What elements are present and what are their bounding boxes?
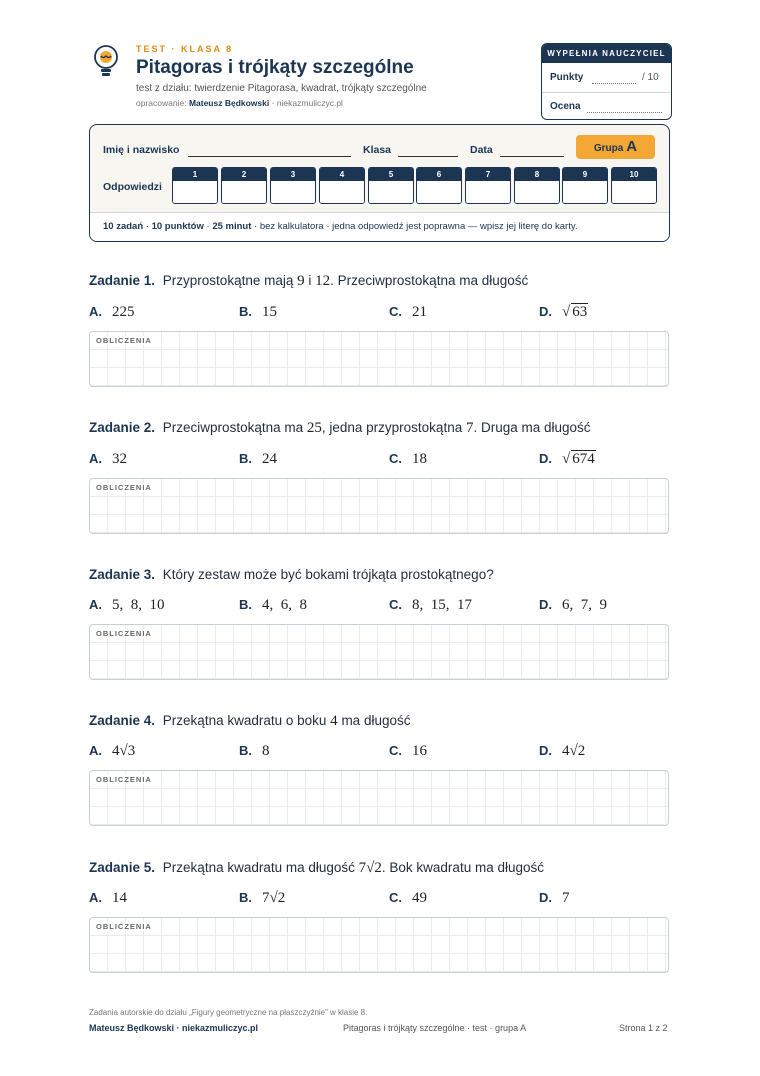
- task-4-option-d: [539, 742, 585, 760]
- answer-box-9[interactable]: [562, 167, 608, 204]
- radicand: 63: [572, 304, 588, 320]
- author-line: [136, 98, 343, 108]
- answer-box-5[interactable]: [368, 167, 414, 204]
- option-letter: D.: [539, 304, 552, 319]
- page-subtitle: test z działu: twierdzenie Pitagorasa, kwadrat, trójkąty szczególne: [136, 83, 427, 94]
- radicand: 2: [577, 743, 586, 759]
- math-value: 4: [330, 713, 338, 729]
- task-number: Zadanie 5.: [89, 860, 156, 875]
- question-text: Przekątna kwadratu o boku: [162, 713, 327, 728]
- math-value: 9: [297, 273, 305, 289]
- answer-number: 2: [222, 168, 266, 181]
- date-field[interactable]: [500, 156, 564, 157]
- option-value: 49: [412, 890, 427, 906]
- page-number: Strona 1 z 2: [619, 1023, 668, 1033]
- answer-number: 4: [320, 168, 364, 181]
- answer-slot[interactable]: [320, 181, 364, 203]
- question-text: Przyprostokątne mają: [162, 273, 294, 288]
- option-value: 8, 15, 17: [412, 597, 472, 613]
- info-rest: · bez kalkulatora · jedna odpowiedź jest poprawna — wpisz jej literę do karty.: [254, 221, 578, 232]
- answer-slot[interactable]: [222, 181, 266, 203]
- option-value: 7: [562, 890, 570, 906]
- test-tag: TEST · KLASA 8: [136, 44, 234, 54]
- option-value: 8: [262, 743, 270, 759]
- group-badge: [576, 135, 655, 159]
- option-value: 16: [412, 743, 427, 759]
- option-value: 6, 7, 9: [562, 597, 607, 613]
- task-5-question: [89, 860, 544, 877]
- task-2-question: [89, 420, 591, 437]
- calculation-area-4[interactable]: [89, 770, 669, 826]
- sqrt-expression: 4√2: [562, 743, 586, 759]
- task-2-option-a: [89, 450, 127, 468]
- task-2-option-c: [389, 450, 427, 468]
- option-value: 24: [262, 451, 277, 467]
- option-letter: B.: [239, 743, 252, 758]
- answer-slot[interactable]: [515, 181, 559, 203]
- answer-number: 1: [173, 168, 217, 181]
- task-5-option-b: [239, 889, 285, 907]
- answers-label: Odpowiedzi: [103, 181, 162, 193]
- sqrt-expression: √ 63: [562, 304, 588, 320]
- question-text: Przeciwprostokątna ma: [162, 420, 304, 435]
- answer-slot[interactable]: [612, 181, 656, 203]
- option-letter: D.: [539, 451, 552, 466]
- math-value: 12: [315, 273, 331, 289]
- option-letter: A.: [89, 451, 102, 466]
- option-letter: D.: [539, 890, 552, 905]
- answer-box-6[interactable]: [416, 167, 462, 204]
- task-2-option-b: [239, 450, 277, 468]
- option-value: 15: [262, 304, 277, 320]
- option-value: 32: [112, 451, 127, 467]
- author-name: Mateusz Będkowski: [188, 98, 270, 108]
- teacher-box-title: WYPEŁNIA NAUCZYCIEL: [542, 44, 671, 63]
- class-field[interactable]: [398, 156, 458, 157]
- question-text: ma długość: [341, 713, 411, 728]
- option-letter: B.: [239, 597, 252, 612]
- answer-box-7[interactable]: [465, 167, 511, 204]
- radicand: 2: [277, 890, 286, 906]
- teacher-box-divider: [542, 92, 671, 93]
- task-1-option-a: [89, 303, 135, 321]
- question-text: Przekątna kwadratu ma długość: [162, 860, 355, 875]
- option-value: 14: [112, 890, 127, 906]
- radicand: 2: [374, 860, 382, 876]
- task-1-option-b: [239, 303, 277, 321]
- author-prefix: opracowanie:: [136, 98, 187, 108]
- option-letter: A.: [89, 304, 102, 319]
- option-letter: D.: [539, 597, 552, 612]
- author-site: · niekazmuliczyc.pl: [271, 98, 343, 108]
- answer-number: 10: [612, 168, 656, 181]
- option-letter: C.: [389, 597, 402, 612]
- task-4-question: [89, 713, 410, 730]
- option-letter: A.: [89, 597, 102, 612]
- footer-note: Zadania autorskie do działu „Figury geometryczne na płaszczyźnie” w klasie 8.: [89, 1008, 368, 1017]
- footer-center: Pitagoras i trójkąty szczególne · test · grupa A: [343, 1023, 527, 1033]
- name-field[interactable]: [188, 156, 351, 157]
- grade-row: [550, 101, 663, 112]
- task-4-option-c: [389, 742, 427, 760]
- answer-box-8[interactable]: [514, 167, 560, 204]
- option-value: 4, 6, 8: [262, 597, 307, 613]
- math-value: 25: [306, 420, 322, 436]
- calculation-label: OBLICZENIA: [96, 775, 156, 784]
- coefficient: 4: [562, 743, 570, 759]
- radicand: 3: [127, 743, 136, 759]
- option-value: 225: [112, 304, 135, 320]
- task-number: Zadanie 2.: [89, 420, 156, 435]
- points-row: [550, 72, 663, 83]
- points-label: Punkty: [550, 72, 584, 83]
- points-field[interactable]: [592, 83, 636, 84]
- coefficient: 7: [262, 890, 270, 906]
- option-letter: A.: [89, 743, 102, 758]
- answer-number: 7: [466, 168, 510, 181]
- option-value: 18: [412, 451, 427, 467]
- coefficient: 7: [358, 860, 367, 876]
- teacher-box: [541, 43, 672, 120]
- answer-box-3[interactable]: [270, 167, 316, 204]
- task-4-option-b: [239, 742, 270, 760]
- answer-slot[interactable]: [563, 181, 607, 203]
- task-2-option-d: [539, 450, 596, 468]
- option-letter: B.: [239, 890, 252, 905]
- question-text: . Bok kwadratu ma długość: [381, 860, 544, 875]
- page-title: Pitagoras i trójkąty szczególne: [136, 57, 414, 78]
- answer-number: 9: [563, 168, 607, 181]
- answer-number: 8: [515, 168, 559, 181]
- option-letter: C.: [389, 304, 402, 319]
- task-1-option-c: [389, 303, 427, 321]
- question-text: Który zestaw może być bokami trójkąta prostokątnego?: [162, 567, 494, 582]
- info-tasks: 10 zadań: [103, 221, 144, 232]
- info-time: 25 minut: [212, 221, 252, 232]
- answer-slot[interactable]: [369, 181, 413, 203]
- task-1-question: [89, 273, 528, 290]
- calculation-area-3[interactable]: [89, 624, 669, 680]
- task-number: Zadanie 4.: [89, 713, 156, 728]
- question-text: , jedna przyprostokątna: [321, 420, 463, 435]
- option-value: 5, 8, 10: [112, 597, 165, 613]
- answer-slot[interactable]: [417, 181, 461, 203]
- date-label: Data: [470, 144, 493, 156]
- task-3-option-a: [89, 596, 165, 614]
- answer-box-4[interactable]: [319, 167, 365, 204]
- points-max: / 10: [642, 72, 659, 83]
- grade-field[interactable]: [587, 112, 662, 113]
- task-number: Zadanie 1.: [89, 273, 156, 288]
- answer-number: 6: [417, 168, 461, 181]
- calculation-label: OBLICZENIA: [96, 483, 156, 492]
- calculation-label: OBLICZENIA: [96, 336, 156, 345]
- task-5-option-a: [89, 889, 127, 907]
- option-letter: B.: [239, 451, 252, 466]
- task-number: Zadanie 3.: [89, 567, 156, 582]
- option-letter: C.: [389, 890, 402, 905]
- question-text: i: [308, 273, 312, 288]
- student-box: [89, 124, 670, 242]
- calculation-area-5[interactable]: [89, 917, 669, 973]
- task-1-option-d: [539, 303, 588, 321]
- option-letter: A.: [89, 890, 102, 905]
- answer-box-10[interactable]: [611, 167, 657, 204]
- calculation-label: OBLICZENIA: [96, 922, 156, 931]
- coefficient: 4: [112, 743, 120, 759]
- task-3-option-d: [539, 596, 607, 614]
- option-letter: D.: [539, 743, 552, 758]
- grade-label: Ocena: [550, 101, 581, 112]
- question-text: . Druga ma długość: [473, 420, 591, 435]
- option-letter: C.: [389, 451, 402, 466]
- task-5-option-d: [539, 889, 570, 907]
- answer-number: 5: [369, 168, 413, 181]
- answer-box-1[interactable]: [172, 167, 218, 204]
- option-letter: C.: [389, 743, 402, 758]
- calculation-area-2[interactable]: [89, 478, 669, 534]
- math-value: 7: [465, 420, 474, 436]
- answer-slot[interactable]: [466, 181, 510, 203]
- group-value: A: [626, 138, 638, 155]
- calculation-label: OBLICZENIA: [96, 629, 156, 638]
- info-points: 10 punktów: [151, 221, 204, 232]
- sqrt-expression: 4√3: [112, 743, 136, 759]
- task-3-option-b: [239, 596, 307, 614]
- name-label: Imię i nazwisko: [103, 144, 180, 156]
- task-5-option-c: [389, 889, 427, 907]
- calculation-area-1[interactable]: [89, 331, 669, 387]
- answer-number: 3: [271, 168, 315, 181]
- task-3-question: [89, 567, 494, 582]
- option-letter: B.: [239, 304, 252, 319]
- footer-author: Mateusz Będkowski · niekazmuliczyc.pl: [89, 1023, 259, 1033]
- sqrt-expression: 7√2: [358, 860, 382, 876]
- answer-slot[interactable]: [173, 181, 217, 203]
- option-value: 21: [412, 304, 427, 320]
- group-label: Grupa: [593, 143, 624, 154]
- task-4-option-a: [89, 742, 135, 760]
- sqrt-expression: √ 674: [562, 451, 595, 467]
- lightbulb-icon: [92, 44, 120, 78]
- sqrt-expression: 7√2: [262, 890, 286, 906]
- test-info: 10 zadań · 10 punktów · 25 minut · bez kalkulatora · jedna odpowiedź jest poprawna — wpisz jej literę do karty.: [90, 212, 669, 241]
- answer-slot[interactable]: [271, 181, 315, 203]
- task-3-option-c: [389, 596, 472, 614]
- answer-box-2[interactable]: [221, 167, 267, 204]
- class-label: Klasa: [363, 144, 392, 156]
- radicand: 674: [572, 451, 595, 467]
- question-text: . Przeciwprostokątna ma długość: [330, 273, 529, 288]
